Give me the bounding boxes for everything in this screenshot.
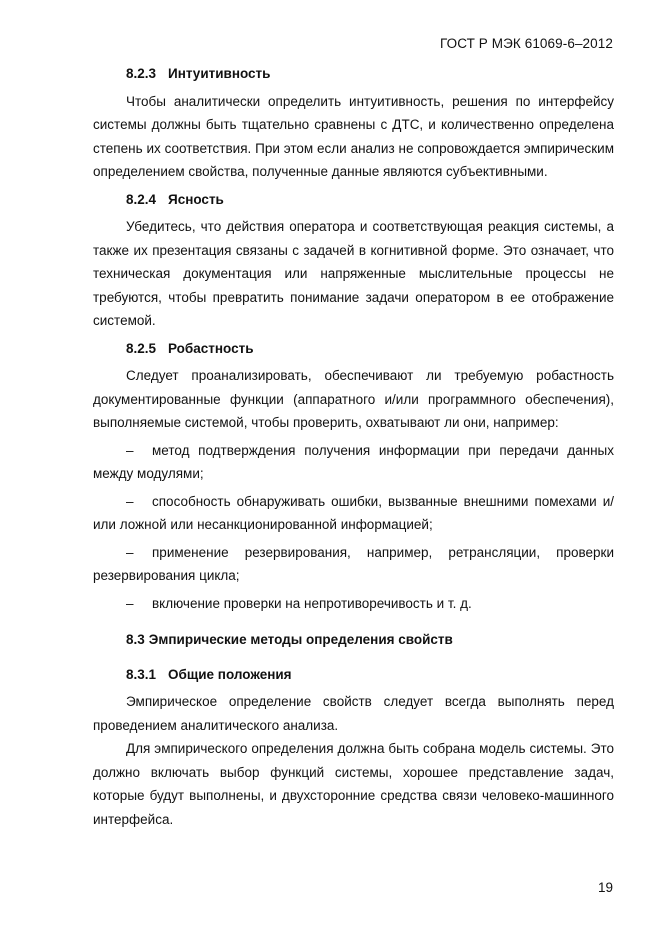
section-number: 8.3 bbox=[126, 632, 145, 647]
list-item bbox=[93, 490, 614, 537]
paragraph-general-1: Эмпирическое определение свойств следует всегда выполнять перед проведением аналитического анализа. bbox=[93, 694, 614, 733]
section-number: 8.2.5 bbox=[126, 340, 157, 356]
list-item-text: способность обнаруживать ошибки, вызванные внешними помехами и/или ложной или несанкционированной информацией; bbox=[93, 493, 614, 532]
document-body bbox=[93, 62, 614, 831]
section-number: 8.2.4 bbox=[126, 191, 157, 207]
list-item bbox=[93, 541, 614, 588]
paragraph-intuitiveness: Чтобы аналитически определить интуитивность, решения по интерфейсу системы должны быть тщательно сравнены с ДТС, и количественно определена степень их соответствия. При этом если анализ не сопровождается эмпирическим определением свойства, полученные данные являются субъективными. bbox=[93, 93, 614, 179]
list-item bbox=[93, 592, 614, 616]
paragraph-robustness: Следует проанализировать, обеспечивают ли требуемую робастность документированные функции (аппаратного и/или программного обеспечения), выполняемые системой, чтобы проверить, охватывают ли они, например: bbox=[93, 368, 614, 430]
section-heading-8-2-3 bbox=[93, 62, 614, 86]
section-heading-8-3 bbox=[93, 628, 614, 652]
paragraph-general-2: Для эмпирического определения должна быть собрана модель системы. Это должно включать выбор функций системы, хорошее представление задач, которые будут выполнены, и двухсторонние средства связи человеко-машинного интерфейса. bbox=[93, 741, 614, 827]
list-dash: – bbox=[126, 544, 134, 560]
list-dash: – bbox=[126, 442, 134, 458]
section-heading-8-3-1 bbox=[93, 663, 614, 687]
section-number: 8.2.3 bbox=[126, 66, 157, 81]
list-dash: – bbox=[126, 595, 134, 611]
section-heading-8-2-5 bbox=[93, 337, 614, 361]
section-title: Общие положения bbox=[168, 666, 292, 682]
list-item bbox=[93, 439, 614, 486]
list-item-text: применение резервирования, например, ретрансляции, проверки резервирования цикла; bbox=[93, 544, 614, 583]
paragraph-clarity: Убедитесь, что действия оператора и соответствующая реакция системы, а также их презентация связаны с задачей в когнитивной форме. Это означает, что техническая документация или напряженные мыслительные процессы не требуются, чтобы превратить понимание задачи оператором в ее отображение системой. bbox=[93, 219, 614, 328]
section-title: Ясность bbox=[168, 191, 224, 207]
section-title: Эмпирические методы определения свойств bbox=[148, 632, 453, 647]
list-item-text: включение проверки на непротиворечивость и т. д. bbox=[152, 595, 472, 611]
section-heading-8-2-4 bbox=[93, 188, 614, 212]
section-number: 8.3.1 bbox=[126, 666, 157, 682]
document-standard-header: ГОСТ Р МЭК 61069-6–2012 bbox=[439, 36, 613, 51]
list-dash: – bbox=[126, 493, 134, 509]
section-title: Робастность bbox=[168, 340, 254, 356]
page-number: 19 bbox=[597, 880, 613, 895]
list-item-text: метод подтверждения получения информации при передачи данных между модулями; bbox=[93, 442, 614, 481]
section-title: Интуитивность bbox=[168, 66, 271, 81]
